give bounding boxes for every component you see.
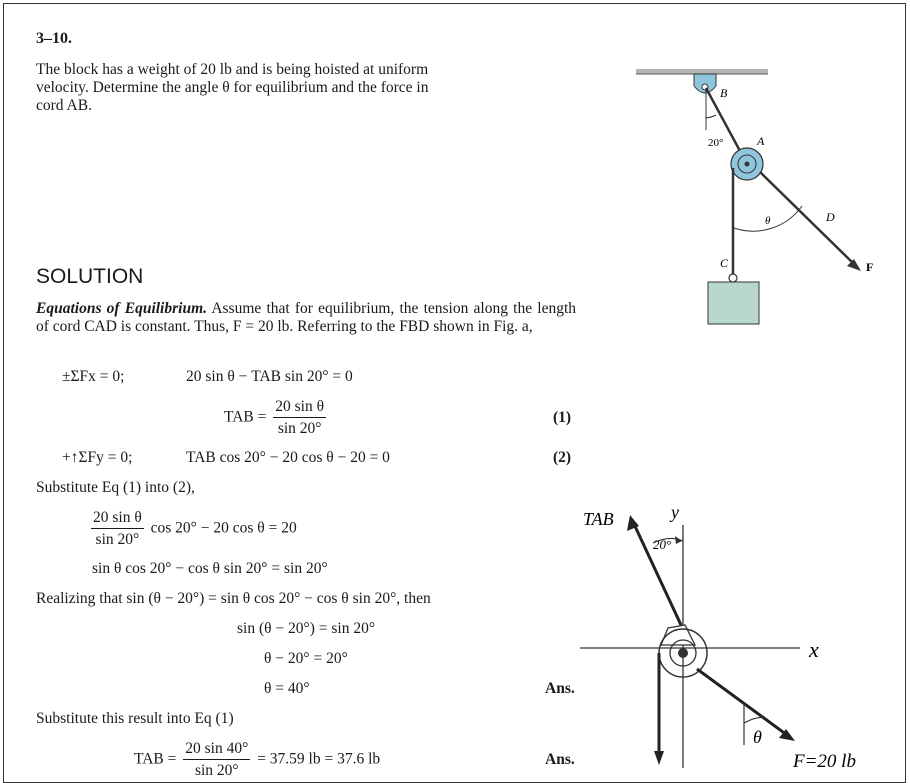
substituted-equation: $\frac{\text{20 sin θ}}{\sin 20^\circ}$ cos 20° − 20 cos θ = 20 [93,509,297,548]
problem-number: 3–10. [36,30,72,47]
answer-1-marker: Ans. [545,680,575,697]
ceiling [636,69,768,74]
step-1: sin (θ − 20°) = sin 20° [237,620,376,637]
svg-text:B: B [720,86,728,100]
equation-2-tag: (2) [553,449,572,466]
svg-text:F: F [866,260,874,274]
substitute-text: Substitute Eq (1) into (2), [36,479,195,496]
problem-statement: The block has a weight of 20 lb and is being hoisted at uniform velocity. Determine the angle θ for equilibrium and the force in cord AB. [36,61,429,114]
solution-intro: Equations of Equilibrium. Assume that for equilibrium, the tension along the length of cord CAD is constant. Thus, F = 20 lb. Referring to the FBD shown in Fig. a, [36,300,577,335]
final-equation: TAB = $\frac{20 \sin 40^\circ}{\sin 20^\circ}$ = 37.59 lb = 37.6 lb [134,740,381,779]
svg-text:θ: θ [753,727,762,747]
svg-text:x: x [809,637,819,662]
problem-figure [630,60,890,330]
answer-2-marker: Ans. [545,751,575,768]
svg-text:y: y [671,502,679,522]
svg-text:20°: 20° [653,537,672,552]
svg-text:θ: θ [765,215,771,227]
substitute-result-text: Substitute this result into Eq (1) [36,710,234,727]
step-2: θ − 20° = 20° [264,650,348,667]
block [708,282,759,324]
equation-1: TAB = $\frac{\text{20 sin θ}}{\sin 20^\circ}$ [224,398,325,437]
force-F-arrow [697,669,787,735]
svg-text:TAB: TAB [583,509,614,529]
sum-fy-label: +↑ΣFy = 0; [62,449,133,466]
free-body-diagram [575,495,905,768]
svg-text:F=20 lb: F=20 lb [793,751,856,768]
sum-fx-equation: 20 sin θ − TAB sin 20° = 0 [186,368,353,385]
step-3: θ = 40° [264,680,310,697]
realizing-text: Realizing that sin (θ − 20°) = sin θ cos 20° − cos θ sin 20°, then [36,590,431,607]
solution-heading: SOLUTION [36,265,144,288]
svg-text:D: D [826,210,835,224]
svg-text:20°: 20° [708,137,724,149]
svg-text:A: A [757,134,765,148]
sum-fx-label: ±ΣFx = 0; [62,368,125,385]
sum-fy-equation: TAB cos 20° − 20 cos θ − 20 = 0 [186,449,390,466]
simplified-equation: sin θ cos 20° − cos θ sin 20° = sin 20° [92,560,328,577]
equation-1-tag: (1) [553,409,572,426]
svg-text:C: C [720,256,729,270]
cord-AD [760,172,855,265]
